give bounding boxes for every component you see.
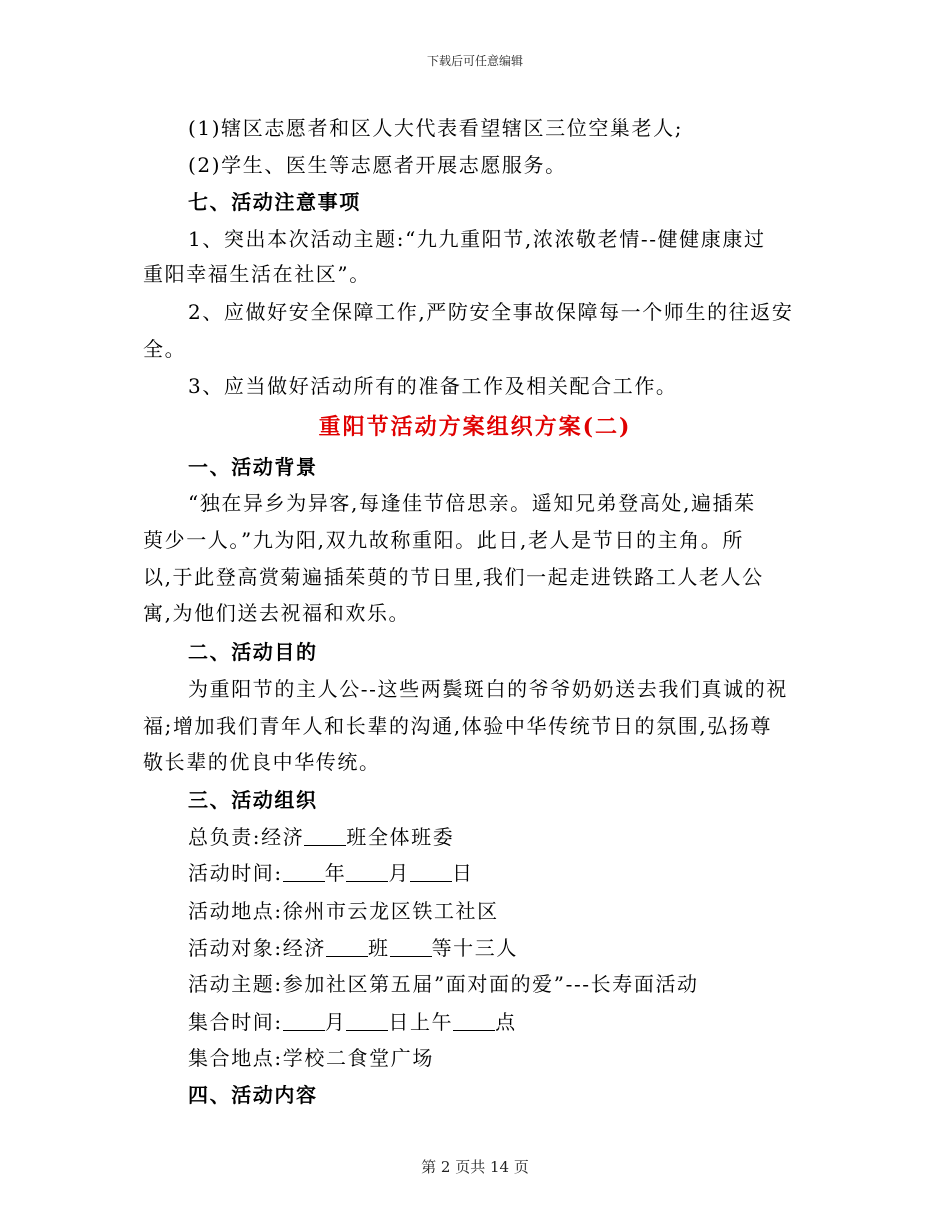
section-heading: 二、活动目的 (188, 640, 318, 664)
blank-line (326, 938, 368, 957)
list-item: (2)学生、医生等志愿者开展志愿服务。 (188, 153, 567, 177)
field-text: 月 (388, 861, 410, 885)
blank-line (283, 863, 325, 882)
org-target (188, 936, 863, 960)
blank-line (346, 863, 388, 882)
section-heading: 三、活动组织 (188, 788, 318, 812)
field-label: 活动时间: (188, 861, 283, 885)
field-text: 日 (451, 861, 474, 885)
field-text: 班全体班委 (346, 825, 455, 849)
field-label: 总负责:经济 (188, 825, 305, 849)
paragraph-line: 以,于此登高赏菊遍插茱萸的节日里,我们一起走进铁路工人老人公 (143, 565, 764, 589)
paragraph-line: 3、应当做好活动所有的准备工作及相关配合工作。 (188, 374, 678, 398)
blank-line (453, 1012, 495, 1031)
org-theme: 活动主题:参加社区第五届”面对面的爱”---长寿面活动 (188, 972, 699, 996)
field-text: 月 (324, 1010, 347, 1034)
section-heading: 七、活动注意事项 (188, 190, 361, 214)
blank-line (346, 1012, 388, 1031)
section-heading: 四、活动内容 (188, 1083, 318, 1107)
blank-line (410, 863, 452, 882)
org-gather-time (188, 1010, 863, 1034)
org-responsible (188, 825, 863, 849)
org-time (188, 861, 863, 885)
paragraph-line: 萸少一人。”九为阳,双九故称重阳。此日,老人是节日的主角。所 (143, 528, 744, 552)
field-text: 等十三人 (431, 936, 518, 960)
field-text: 年 (324, 861, 347, 885)
paragraph-line: 福;增加我们青年人和长辈的沟通,体验中华传统节日的氛围,弘扬尊 (143, 714, 773, 738)
section-heading: 一、活动背景 (188, 455, 318, 479)
document-title: 重阳节活动方案组织方案(二) (318, 414, 632, 440)
field-text: 日上午 (388, 1010, 454, 1034)
paragraph-line: 1、突出本次活动主题:“九九重阳节,浓浓敬老情--健健康康过 (188, 227, 766, 251)
page-header: 下载后可任意编辑 (426, 54, 523, 68)
blank-line (390, 938, 432, 957)
list-item: (1)辖区志愿者和区人大代表看望辖区三位空巢老人; (188, 116, 684, 140)
paragraph-line: 敬长辈的优良中华传统。 (143, 750, 381, 774)
paragraph-line: “独在异乡为异客,每逢佳节倍思亲。遥知兄弟登高处,遍插茱 (188, 491, 756, 515)
paragraph-line: 全。 (143, 337, 187, 361)
field-text: 班 (367, 936, 390, 960)
org-gather-place: 集合地点:学校二食堂广场 (188, 1046, 434, 1070)
org-location: 活动地点:徐州市云龙区铁工社区 (188, 899, 499, 923)
field-label: 集合时间: (188, 1010, 283, 1034)
paragraph-line: 2、应做好安全保障工作,严防安全事故保障每一个师生的往返安 (188, 300, 794, 324)
paragraph-line: 重阳幸福生活在社区”。 (143, 262, 371, 286)
paragraph-line: 寓,为他们送去祝福和欢乐。 (143, 601, 411, 625)
field-label: 活动对象:经济 (188, 936, 326, 960)
paragraph-line: 为重阳节的主人公--这些两鬓斑白的爷爷奶奶送去我们真诚的祝 (188, 677, 788, 701)
field-text: 点 (495, 1010, 517, 1034)
page-footer: 第 2 页共 14 页 (421, 1158, 529, 1176)
blank-line (304, 827, 346, 846)
blank-line (283, 1012, 325, 1031)
